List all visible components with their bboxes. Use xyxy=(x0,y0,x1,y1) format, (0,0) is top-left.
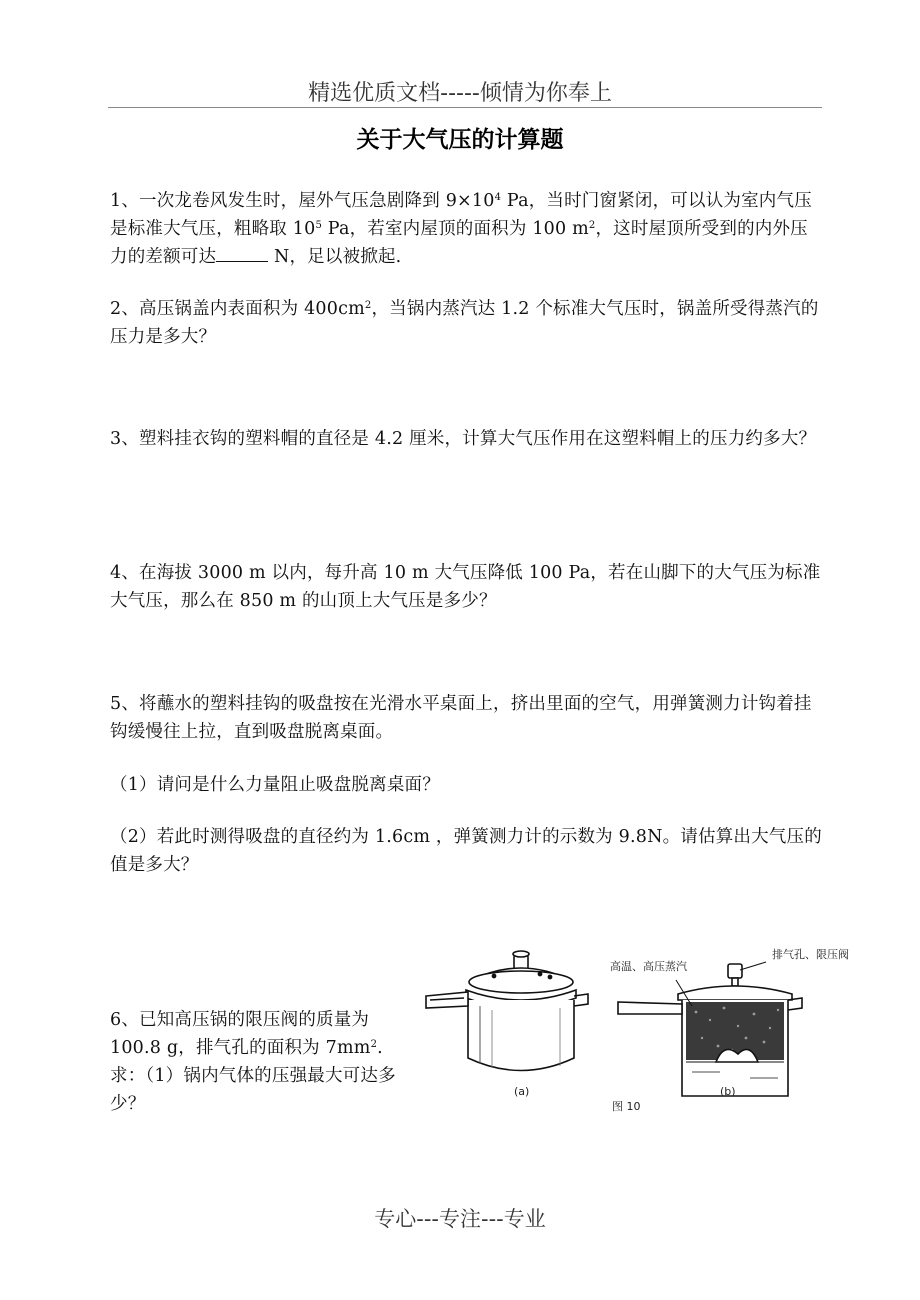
caption-a: (a) xyxy=(514,1085,530,1098)
pressure-cooker-figure xyxy=(420,938,870,1118)
question-3: 3、塑料挂衣钩的塑料帽的直径是 4.2 厘米，计算大气压作用在这塑料帽上的压力约多大？ xyxy=(110,429,817,449)
answer-blank xyxy=(216,243,268,262)
question-4: 4、在海拔 3000 m 以内，每升高 10 m 大气压降低 100 Pa，若在山脚下的大气压为标准大气压，那么在 850 m 的山顶上大气压是多少？ xyxy=(110,563,821,611)
figure-title: 图 10 xyxy=(612,1100,641,1113)
page-footer: 专心---专注---专业 xyxy=(374,1207,546,1231)
label-high-temperature-steam: 高温、高压蒸汽 xyxy=(610,960,687,973)
pressure-cooker-exterior-drawing xyxy=(426,951,588,1071)
label-vent-valve: 排气孔、限压阀 xyxy=(772,948,849,961)
question-6: 6、已知高压锅的限压阀的质量为 100.8 g，排气孔的面积为 $7mm^2$. 求：（1）锅内气体的压强最大可达多少？ xyxy=(110,1010,396,1114)
question-5-part-1: （1）请问是什么力量阻止吸盘脱离桌面？ xyxy=(110,775,440,795)
question-5: 5、将蘸水的塑料挂钩的吸盘按在光滑水平桌面上，挤出里面的空气，用弹簧测力计钩着挂 钩缓慢往上拉，直到吸盘脱离桌面。 xyxy=(110,694,830,742)
question-5-part-2: （2）若此时测得吸盘的直径约为 1.6cm ，弹簧测力计的示数为 9.8N。请估算出大气压的值是多大？ xyxy=(110,827,822,875)
header-divider xyxy=(108,107,822,108)
question-2: 2、高压锅盖内表面积为 $400cm^2$，当锅内蒸汽达 1.2 个标准大气压时，锅盖所受得蒸汽的压力是多大？ xyxy=(110,299,819,347)
document-title: 关于大气压的计算题 xyxy=(356,127,564,153)
question-1: 1、一次龙卷风发生时，屋外气压急剧降到 $9\times 10^4$ Pa，当时门窗紧闭，可以认为室内气压是标准大气压，粗略取 $10^5$ Pa，若室内屋顶的面积为 100 $m^2$，这时屋顶所受到的内外压力的差额可达 N，足以被掀起. xyxy=(110,191,812,267)
caption-b: (b) xyxy=(720,1085,736,1098)
pressure-cooker-section-drawing xyxy=(618,962,802,1096)
page-header: 精选优质文档-----倾情为你奉上 xyxy=(308,81,612,106)
